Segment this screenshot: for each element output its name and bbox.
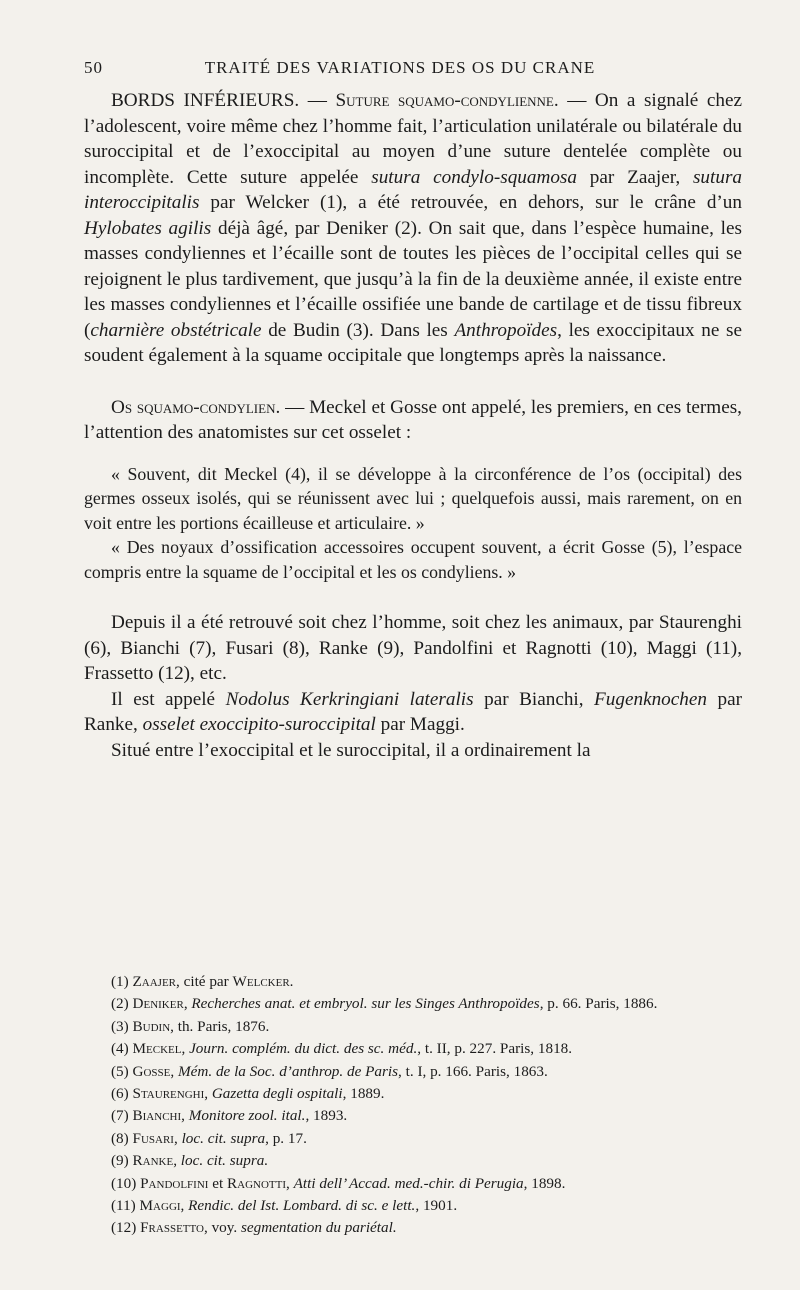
footnote: (3) Budin, th. Paris, 1876. <box>111 1017 270 1035</box>
quote-meckel: « Souvent, dit Meckel (4), il se développe à la circonférence de l’os (occipital) des germes osseux isolés, qui se réunissent avec lui ; quelquefois aussi, mais rarement, on en voit entre les portions écailleuse et articulaire. » <box>84 463 742 533</box>
footnote: (7) Bianchi, Monitore zool. ital., 1893. <box>111 1107 348 1125</box>
main-text <box>84 88 742 763</box>
section-title: Os squamo-condylien. <box>111 396 281 418</box>
footnote: (1) Zaajer, cité par Welcker. <box>111 973 294 990</box>
paragraph-situe: Situé entre l’exoccipital et le suroccipital, il a ordinairement la <box>111 739 591 761</box>
quote-gosse: « Des noyaux d’ossification accessoires occupent souvent, a écrit Gosse (5), l’espace compris entre la squame de l’occipital et les os condyliens. » <box>84 537 742 582</box>
footnote: (9) Ranke, loc. cit. supra. <box>111 1152 269 1170</box>
paragraph-depuis: Depuis il a été retrouvé soit chez l’homme, soit chez les animaux, par Staurenghi (6), Bianchi (7), Fusari (8), Ranke (9), Pandolfini et Ragnotti (10), Maggi (11), Frassetto (12), etc. <box>84 612 742 684</box>
running-header <box>0 58 800 82</box>
paragraph-os-squamo-condylien: Os squamo-condylien. — Meckel et Gosse ont appelé, les premiers, en ces termes, l’attention des anatomistes sur cet osselet : <box>84 396 742 443</box>
footnote: (5) Gosse, Mém. de la Soc. d’anthrop. de Paris, t. I, p. 166. Paris, 1863. <box>111 1062 548 1080</box>
footnote: (11) Maggi, Rendic. del Ist. Lombard. di sc. e lett., 1901. <box>111 1197 458 1215</box>
footnote: (6) Staurenghi, Gazetta degli ospitali, 1889. <box>111 1085 385 1103</box>
paragraph-appele: Il est appelé Nodolus Kerkringiani lateralis par Bianchi, Fugenknochen par Ranke, osselet exoccipito-suroccipital par Maggi. <box>84 688 742 735</box>
section-lead: BORDS INFÉRIEURS. <box>111 90 300 111</box>
running-title: TRAITÉ DES VARIATIONS DES OS DU CRANE <box>204 58 596 77</box>
section-title: Suture squamo-condylienne. <box>335 90 559 111</box>
footnote: (12) Frassetto, voy. segmentation du pariétal. <box>111 1219 397 1237</box>
footnote: (8) Fusari, loc. cit. supra, p. 17. <box>111 1129 307 1147</box>
footnote: (4) Meckel, Journ. complém. du dict. des sc. méd., t. II, p. 227. Paris, 1818. <box>111 1040 573 1058</box>
footnote: (10) Pandolfini et Ragnotti, Atti dell’ Accad. med.-chir. di Perugia, 1898. <box>111 1174 566 1192</box>
footnote: (2) Deniker, Recherches anat. et embryol. sur les Singes Anthropoïdes, p. 66. Paris, 1886. <box>111 995 658 1013</box>
page-number: 50 <box>84 58 103 77</box>
footnotes <box>84 971 742 1240</box>
paragraph-bords-inferieurs: BORDS INFÉRIEURS. — Suture squamo-condylienne. — On a signalé chez l’adolescent, voire même chez l’homme fait, l’articulation unilatérale ou bilatérale du suroccipital et de l’exoccipital au moyen d’une suture dentelée complète ou incomplète. Cette suture appelée sutura condylo-squamosa par Zaajer, sutura interoccipitalis par Welcker (1), a été retrouvée, en dehors, sur le crâne d’un Hylobates agilis déjà âgé, par Deniker (2). On sait que, dans l’espèce humaine, les masses condyliennes et l’écaille sont de toutes les pièces de l’occipital celles qui se rejoignent le plus tardivement, que jusqu’à la fin de la deuxième année, il existe entre les masses condyliennes et l’écaille ossifiée une bande de cartilage et de tissu fibreux (charnière obstétricale de Budin (3). Dans les Anthropoïdes, les exoccipitaux ne se soudent également à la squame occipitale que longtemps après la naissance. <box>84 90 742 366</box>
